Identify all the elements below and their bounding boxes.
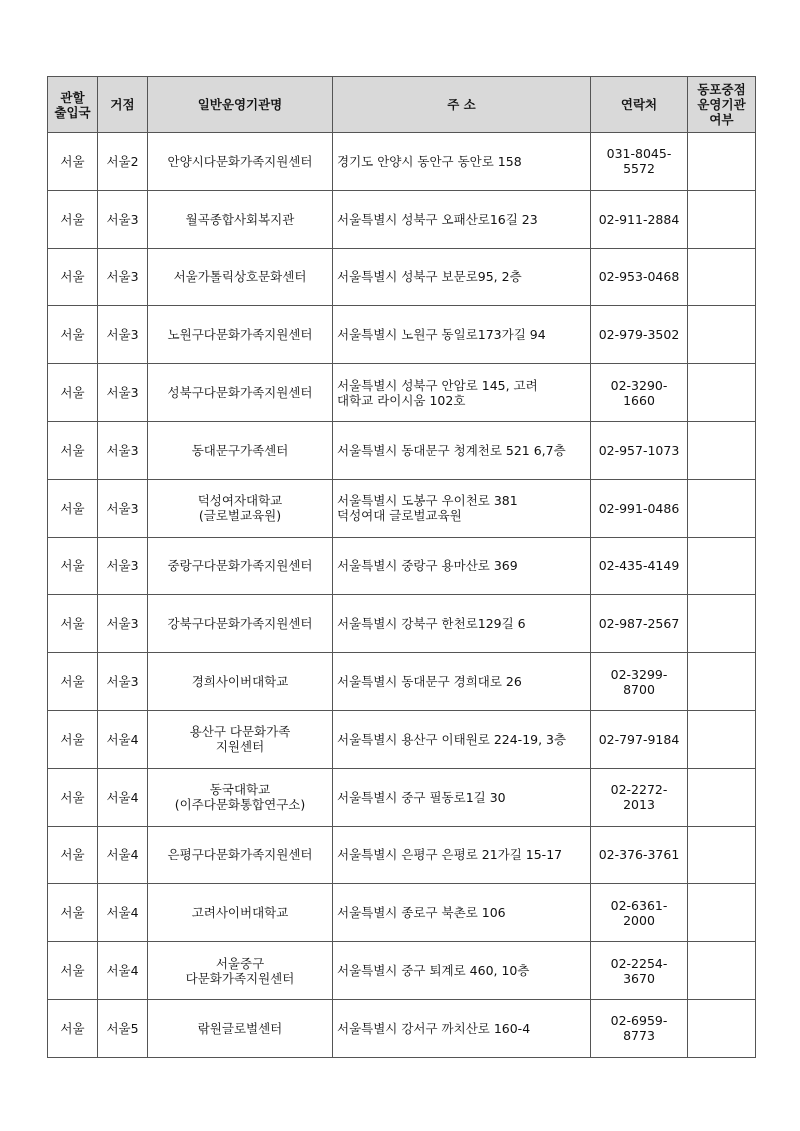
cell-org-name: 노원구다문화가족지원센터: [148, 306, 333, 364]
cell-org-name: 은평구다문화가족지원센터: [148, 826, 333, 884]
table-row: [48, 653, 756, 711]
cell-org-name: 고려사이버대학교: [148, 884, 333, 942]
cell-address: 서울특별시 중랑구 용마산로 369: [333, 537, 591, 595]
cell-address: 서울특별시 중구 퇴계로 460, 10층: [333, 942, 591, 1000]
cell-office: 서울: [48, 421, 98, 479]
cell-compatriot: [688, 537, 756, 595]
cell-base: 서울3: [98, 479, 148, 537]
cell-contact: 02-953-0468: [591, 248, 688, 306]
cell-office: 서울: [48, 479, 98, 537]
table-row: [48, 190, 756, 248]
cell-compatriot: [688, 884, 756, 942]
cell-base: 서울5: [98, 999, 148, 1057]
table-row: [48, 826, 756, 884]
header-address: 주 소: [333, 77, 591, 133]
cell-compatriot: [688, 653, 756, 711]
cell-base: 서울4: [98, 884, 148, 942]
cell-contact: 02-2272-2013: [591, 768, 688, 826]
cell-address: 서울특별시 노원구 동일로173가길 94: [333, 306, 591, 364]
cell-org-name: 서울가톨릭상호문화센터: [148, 248, 333, 306]
cell-office: 서울: [48, 364, 98, 422]
cell-org-name: 띾원글로벌센터: [148, 999, 333, 1057]
cell-address: 서울특별시 동대문구 청계천로 521 6,7층: [333, 421, 591, 479]
cell-contact: 02-376-3761: [591, 826, 688, 884]
cell-office: 서울: [48, 942, 98, 1000]
table-header-row: [48, 77, 756, 133]
cell-contact: 02-987-2567: [591, 595, 688, 653]
cell-org-name: 중랑구다문화가족지원센터: [148, 537, 333, 595]
cell-compatriot: [688, 999, 756, 1057]
cell-compatriot: [688, 248, 756, 306]
cell-address: 서울특별시 강북구 한천로129길 6: [333, 595, 591, 653]
cell-org-name: 경희사이버대학교: [148, 653, 333, 711]
cell-compatriot: [688, 595, 756, 653]
cell-address: 서울특별시 성북구 오패산로16길 23: [333, 190, 591, 248]
cell-contact: 02-2254-3670: [591, 942, 688, 1000]
cell-org-name: 동국대학교 (이주다문화통합연구소): [148, 768, 333, 826]
cell-base: 서울3: [98, 421, 148, 479]
header-org: 일반운영기관명: [148, 77, 333, 133]
table-row: [48, 306, 756, 364]
cell-office: 서울: [48, 999, 98, 1057]
cell-base: 서울4: [98, 768, 148, 826]
cell-base: 서울4: [98, 710, 148, 768]
cell-contact: 02-6361-2000: [591, 884, 688, 942]
cell-compatriot: [688, 306, 756, 364]
cell-base: 서울4: [98, 826, 148, 884]
cell-office: 서울: [48, 133, 98, 191]
cell-org-name: 동대문구가족센터: [148, 421, 333, 479]
cell-base: 서울3: [98, 653, 148, 711]
cell-address: 서울특별시 용산구 이태원로 224-19, 3층: [333, 710, 591, 768]
cell-office: 서울: [48, 190, 98, 248]
cell-org-name: 서울중구 다문화가족지원센터: [148, 942, 333, 1000]
cell-compatriot: [688, 826, 756, 884]
cell-contact: 031-8045-5572: [591, 133, 688, 191]
cell-office: 서울: [48, 884, 98, 942]
table-row: [48, 133, 756, 191]
cell-address: 서울특별시 성북구 안암로 145, 고려 대학교 라이시움 102호: [333, 364, 591, 422]
cell-compatriot: [688, 710, 756, 768]
table-row: [48, 999, 756, 1057]
cell-org-name: 안양시다문화가족지원센터: [148, 133, 333, 191]
cell-contact: 02-3299-8700: [591, 653, 688, 711]
cell-address: 서울특별시 종로구 북촌로 106: [333, 884, 591, 942]
cell-org-name: 용산구 다문화가족 지원센터: [148, 710, 333, 768]
table-row: [48, 942, 756, 1000]
cell-base: 서울3: [98, 306, 148, 364]
cell-address: 경기도 안양시 동안구 동안로 158: [333, 133, 591, 191]
cell-compatriot: [688, 364, 756, 422]
cell-contact: 02-6959-8773: [591, 999, 688, 1057]
cell-org-name: 덕성여자대학교 (글로벌교육원): [148, 479, 333, 537]
cell-contact: 02-991-0486: [591, 479, 688, 537]
table-row: [48, 884, 756, 942]
cell-contact: 02-3290-1660: [591, 364, 688, 422]
cell-base: 서울3: [98, 595, 148, 653]
cell-compatriot: [688, 768, 756, 826]
cell-address: 서울특별시 강서구 까치산로 160-4: [333, 999, 591, 1057]
cell-compatriot: [688, 133, 756, 191]
cell-base: 서울3: [98, 190, 148, 248]
cell-base: 서울4: [98, 942, 148, 1000]
table-row: [48, 768, 756, 826]
table-row: [48, 364, 756, 422]
cell-contact: 02-979-3502: [591, 306, 688, 364]
table-row: [48, 710, 756, 768]
cell-office: 서울: [48, 653, 98, 711]
cell-compatriot: [688, 421, 756, 479]
cell-office: 서울: [48, 248, 98, 306]
cell-office: 서울: [48, 826, 98, 884]
cell-contact: 02-911-2884: [591, 190, 688, 248]
cell-base: 서울2: [98, 133, 148, 191]
cell-contact: 02-957-1073: [591, 421, 688, 479]
cell-office: 서울: [48, 710, 98, 768]
cell-org-name: 성북구다문화가족지원센터: [148, 364, 333, 422]
cell-compatriot: [688, 190, 756, 248]
table-body: [48, 133, 756, 1058]
cell-org-name: 강북구다문화가족지원센터: [148, 595, 333, 653]
institution-table: [47, 76, 756, 1058]
table-row: [48, 537, 756, 595]
cell-office: 서울: [48, 306, 98, 364]
cell-base: 서울3: [98, 248, 148, 306]
cell-org-name: 월곡종합사회복지관: [148, 190, 333, 248]
cell-office: 서울: [48, 537, 98, 595]
cell-base: 서울3: [98, 364, 148, 422]
cell-base: 서울3: [98, 537, 148, 595]
cell-address: 서울특별시 은평구 은평로 21가길 15-17: [333, 826, 591, 884]
table-row: [48, 421, 756, 479]
header-contact: 연락처: [591, 77, 688, 133]
table-row: [48, 479, 756, 537]
table-row: [48, 595, 756, 653]
cell-office: 서울: [48, 595, 98, 653]
header-base: 거점: [98, 77, 148, 133]
cell-compatriot: [688, 942, 756, 1000]
cell-address: 서울특별시 중구 필동로1길 30: [333, 768, 591, 826]
cell-address: 서울특별시 성북구 보문로95, 2층: [333, 248, 591, 306]
cell-office: 서울: [48, 768, 98, 826]
table-row: [48, 248, 756, 306]
cell-address: 서울특별시 도봉구 우이천로 381 덕성여대 글로벌교육원: [333, 479, 591, 537]
cell-compatriot: [688, 479, 756, 537]
header-compatriot: 동포중점 운영기관 여부: [688, 77, 756, 133]
cell-address: 서울특별시 동대문구 경희대로 26: [333, 653, 591, 711]
cell-contact: 02-435-4149: [591, 537, 688, 595]
cell-contact: 02-797-9184: [591, 710, 688, 768]
header-office: 관할 출입국: [48, 77, 98, 133]
